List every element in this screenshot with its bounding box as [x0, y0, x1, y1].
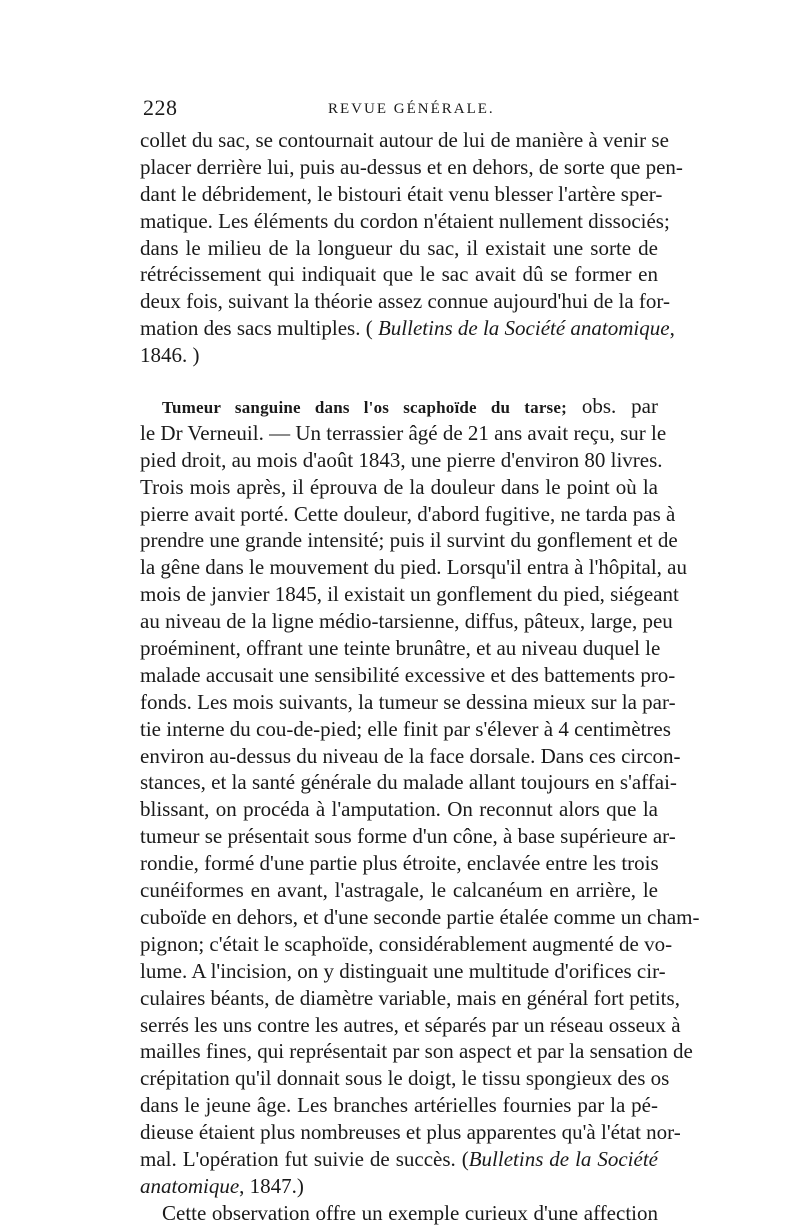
- text-line: cuboïde en dehors, et d'une seconde partie étalée comme un cham-: [140, 904, 700, 929]
- text-line: placer derrière lui, puis au-dessus et en dehors, de sorte que pen-: [140, 154, 683, 179]
- citation-title: anatomique: [140, 1173, 240, 1198]
- text-line: pignon; c'était le scaphoïde, considérablement augmenté de vo-: [140, 931, 673, 956]
- text-line: [140, 1173, 658, 1200]
- text-line: collet du sac, se contournait autour de lui de manière à venir se: [140, 128, 669, 152]
- paragraph-hernia-continued: [140, 127, 683, 369]
- text-line: pierre avait porté. Cette douleur, d'abord fugitive, ne tarda pas à: [140, 501, 676, 526]
- running-head: REVUE GÉNÉRALE.: [328, 101, 495, 117]
- text-line: serrés les uns contre les autres, et séparés par un réseau osseux à: [140, 1012, 681, 1037]
- paragraph-tumeur-sanguine: [140, 393, 700, 1200]
- paragraph-observation: [140, 1200, 658, 1227]
- text-line: tie interne du cou-de-pied; elle finit par s'élever à 4 centimètres: [140, 716, 671, 741]
- text-line: mois de janvier 1845, il existait un gonflement du pied, siégeant: [140, 582, 679, 607]
- text-line: [140, 315, 675, 342]
- text-line: cunéiformes en avant, l'astragale, le calcanéum en arrière, le: [140, 878, 658, 903]
- page-number: 228: [143, 95, 178, 120]
- text-line: dans le jeune âge. Les branches artérielles fournies par la pé-: [140, 1093, 658, 1118]
- text-line: mailles fines, qui représentait par son aspect et par la sensation de: [140, 1039, 693, 1064]
- text-run: mation des sacs multiples. (: [140, 316, 378, 341]
- body-text: [140, 127, 700, 1227]
- text-run: ,: [669, 316, 675, 341]
- text-run: obs. par: [566, 394, 658, 419]
- text-line: deux fois, suivant la théorie assez connue aujourd'hui de la for-: [140, 289, 670, 314]
- text-line: prendre une grande intensité; puis il survint du gonflement et de: [140, 528, 678, 553]
- text-line: matique. Les éléments du cordon n'étaient nullement dissociés;: [140, 208, 670, 233]
- text-line: la gêne dans le mouvement du pied. Lorsqu'il entra à l'hôpital, au: [140, 555, 687, 580]
- text-line: tumeur se présentait sous forme d'un cône, à base supérieure ar-: [140, 824, 676, 849]
- text-line: environ au-dessus du niveau de la face dorsale. Dans ces circon-: [140, 743, 681, 768]
- text-line: blissant, on procéda à l'amputation. On reconnut alors que la: [140, 797, 658, 822]
- text-line: Trois mois après, il éprouva de la douleur dans le point où la: [140, 474, 658, 499]
- text-line: fonds. Les mois suivants, la tumeur se dessina mieux sur la par-: [140, 689, 676, 714]
- text-run: , 1847.): [239, 1173, 304, 1198]
- text-line: le Dr Verneuil. — Un terrassier âgé de 21 ans avait reçu, sur le: [140, 420, 667, 445]
- text-line: stances, et la santé générale du malade allant toujours en s'affai-: [140, 770, 677, 795]
- text-line: dieuse étaient plus nombreuses et plus apparentes qu'à l'état nor-: [140, 1120, 681, 1145]
- text-line: crépitation qu'il donnait sous le doigt, le tissu spongieux des os: [140, 1066, 670, 1091]
- page-header: [143, 95, 658, 125]
- text-line: pied droit, au mois d'août 1843, une pierre d'environ 80 livres.: [140, 447, 663, 472]
- text-run: mal. L'opération fut suivie de succès. (: [140, 1146, 469, 1171]
- text-line: rétrécissement qui indiquait que le sac avait dû se former en: [140, 262, 658, 287]
- text-line: lume. A l'incision, on y distinguait une multitude d'orifices cir-: [140, 958, 666, 983]
- text-line: dant le débridement, le bistouri était venu blesser l'artère sper-: [140, 181, 663, 206]
- text-line: dans le milieu de la longueur du sac, il existait une sorte de: [140, 235, 658, 260]
- text-line: [140, 393, 658, 420]
- citation-title: Bulletins de la Société: [468, 1146, 658, 1171]
- text-line: au niveau de la ligne médio-tarsienne, diffus, pâteux, large, peu: [140, 609, 673, 634]
- text-line: rondie, formé d'une partie plus étroite, enclavée entre les trois: [140, 851, 659, 876]
- section-title: Tumeur sanguine dans l'os scaphoïde du tarse;: [162, 398, 567, 418]
- text-line: culaires béants, de diamètre variable, mais en général fort petits,: [140, 985, 680, 1010]
- text-line: malade accusait une sensibilité excessive et des battements pro-: [140, 662, 676, 687]
- text-line: 1846. ): [140, 343, 200, 368]
- text-line: Cette observation offre un exemple curieux d'une affection: [162, 1200, 658, 1225]
- citation-title: Bulletins de la Société anatomique: [377, 316, 670, 341]
- text-line: proéminent, offrant une teinte brunâtre, et au niveau duquel le: [140, 636, 661, 661]
- text-line: [140, 1146, 658, 1173]
